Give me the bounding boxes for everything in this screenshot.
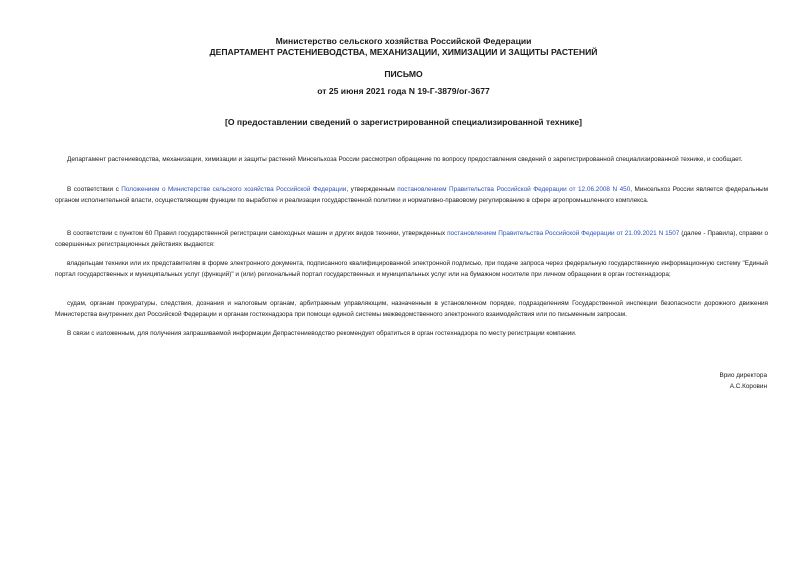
- paragraph-1-text: Департамент растениеводства, механизации, химизации и защиты растений Минсельхоза России рассмотрел обращение по вопросу предоставления сведений о зарегистрированной специализированной технике, и сообщает.: [67, 156, 743, 163]
- ministry-regulation-link[interactable]: Положением о Министерстве сельского хозяйства Российской Федерации: [121, 186, 347, 193]
- paragraph-1: [55, 155, 768, 166]
- document-date-number: от 25 июня 2021 года N 19-Г-3879/ог-3677: [317, 86, 490, 96]
- paragraph-3-text: [55, 229, 768, 250]
- document-header: [0, 36, 807, 58]
- paragraph-2-part-b: , утвержденным: [346, 186, 398, 193]
- paragraph-4-text: владельцам техники или их представителям в форме электронного документа, подписанного квалифицированной электронной подписью, при подаче запроса через федеральную государственную информационную систему "Единый портал государственных и муниципальных услуг (функций)" и (или) региональный портал государственных и муниципальных услуг или на бумажном носителе при личном обращении в орган гостехнадзора;: [55, 260, 768, 278]
- government-decree-1507-link[interactable]: постановлением Правительства Российской Федерации от 21.09.2021 N 1507: [447, 230, 680, 237]
- paragraph-2-text: [55, 185, 768, 206]
- signatory-position: Врио директора: [719, 372, 767, 379]
- paragraph-3: [55, 229, 768, 250]
- document-subject: [О предоставлении сведений о зарегистрированной специализированной технике]: [224, 117, 582, 127]
- paragraph-6: [55, 329, 768, 340]
- document-type: ПИСЬМО: [384, 69, 423, 79]
- department-name: ДЕПАРТАМЕНТ РАСТЕНИЕВОДСТВА, МЕХАНИЗАЦИИ, ХИМИЗАЦИИ И ЗАЩИТЫ РАСТЕНИЙ: [209, 47, 598, 57]
- signatory-name: А.С.Коровин: [729, 382, 767, 390]
- paragraph-2-part-c: , Минсельхоз России является федеральным органом исполнительной власти, осуществляющим функции по выработке и реализации государственной политики и нормативно-правовому регулированию в сфере агропромышленного комплекса.: [55, 186, 769, 204]
- government-decree-450-link[interactable]: постановлением Правительства Российской Федерации от 12.06.2008 N 450: [397, 186, 631, 193]
- ministry-name: Министерство сельского хозяйства Российской Федерации: [275, 36, 532, 46]
- paragraph-4: [55, 259, 768, 280]
- paragraph-6-text: В связи с изложенным, для получения запрашиваемой информации Депрастениеводство рекомендует обратиться в орган гостехнадзора по месту регистрации компании.: [67, 330, 577, 337]
- paragraph-3-part-b: (далее - Правила), справки о совершенных регистрационных действиях выдаются:: [55, 230, 769, 248]
- paragraph-2-part-a: В соответствии с: [67, 186, 122, 193]
- signature-block: [719, 371, 767, 392]
- paragraph-2: [55, 185, 768, 206]
- paragraph-3-part-a: В соответствии с пунктом 60 Правил государственной регистрации самоходных машин и других видов техники, утвержденных: [67, 230, 448, 237]
- paragraph-5: [55, 299, 768, 320]
- paragraph-5-text: судам, органам прокуратуры, следствия, дознания и налоговым органам, арбитражным управляющим, назначенным в установленном порядке, подразделениям Государственной инспекции безопасности дорожного движения Министерства внутренних дел Российской Федерации и органам гостехнадзора при помощи единой системы межведомственного электронного взаимодействия или по письменным запросам.: [55, 300, 768, 318]
